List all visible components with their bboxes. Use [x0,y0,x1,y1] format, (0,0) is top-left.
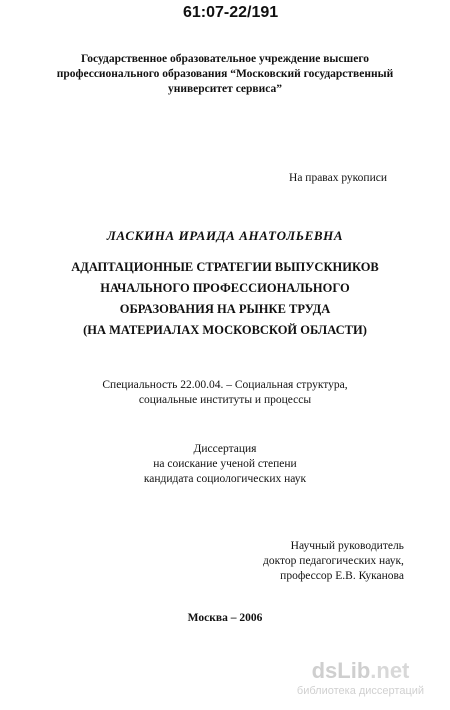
degree-info [0,442,450,487]
watermark-subtitle: библиотека диссертаций [296,685,425,697]
dissertation-title [0,257,450,341]
institution-line: профессионального образования “Московский государственный [56,68,394,80]
title-line: АДАПТАЦИОННЫЕ СТРАТЕГИИ ВЫПУСКНИКОВ [71,260,379,274]
degree-line: на соискание ученой степени [153,458,297,470]
author-name: ЛАСКИНА ИРАИДА АНАТОЛЬЕВНА [106,228,344,243]
institution-line: университет сервиса” [167,83,283,95]
watermark-suffix: .net [370,658,410,683]
archive-stamp: 61:07-22/191 [183,4,279,21]
watermark-title [278,658,443,684]
supervisor-line: Научный руководитель [290,540,404,552]
specialty-line: Специальность 22.00.04. – Социальная структура, [102,379,348,391]
institution-line: Государственное образовательное учреждение высшего [80,53,370,65]
supervisor-line: профессор Е.В. Куканова [280,570,404,582]
watermark-logo [278,658,443,706]
specialty-info [0,378,450,408]
watermark-prefix: dsLib [311,658,371,683]
manuscript-note: На правах рукописи [289,172,387,184]
supervisor-line: доктор педагогических наук, [263,555,404,567]
institution-name [0,52,450,97]
title-line: (НА МАТЕРИАЛАХ МОСКОВСКОЙ ОБЛАСТИ) [83,323,367,337]
specialty-line: социальные институты и процессы [138,394,312,406]
degree-line: кандидата социологических наук [143,473,307,485]
degree-line: Диссертация [193,443,257,455]
title-line: ОБРАЗОВАНИЯ НА РЫНКЕ ТРУДА [119,302,331,316]
title-line: НАЧАЛЬНОГО ПРОФЕССИОНАЛЬНОГО [100,281,350,295]
supervisor-info [263,539,404,584]
city-year: Москва – 2006 [187,612,263,624]
